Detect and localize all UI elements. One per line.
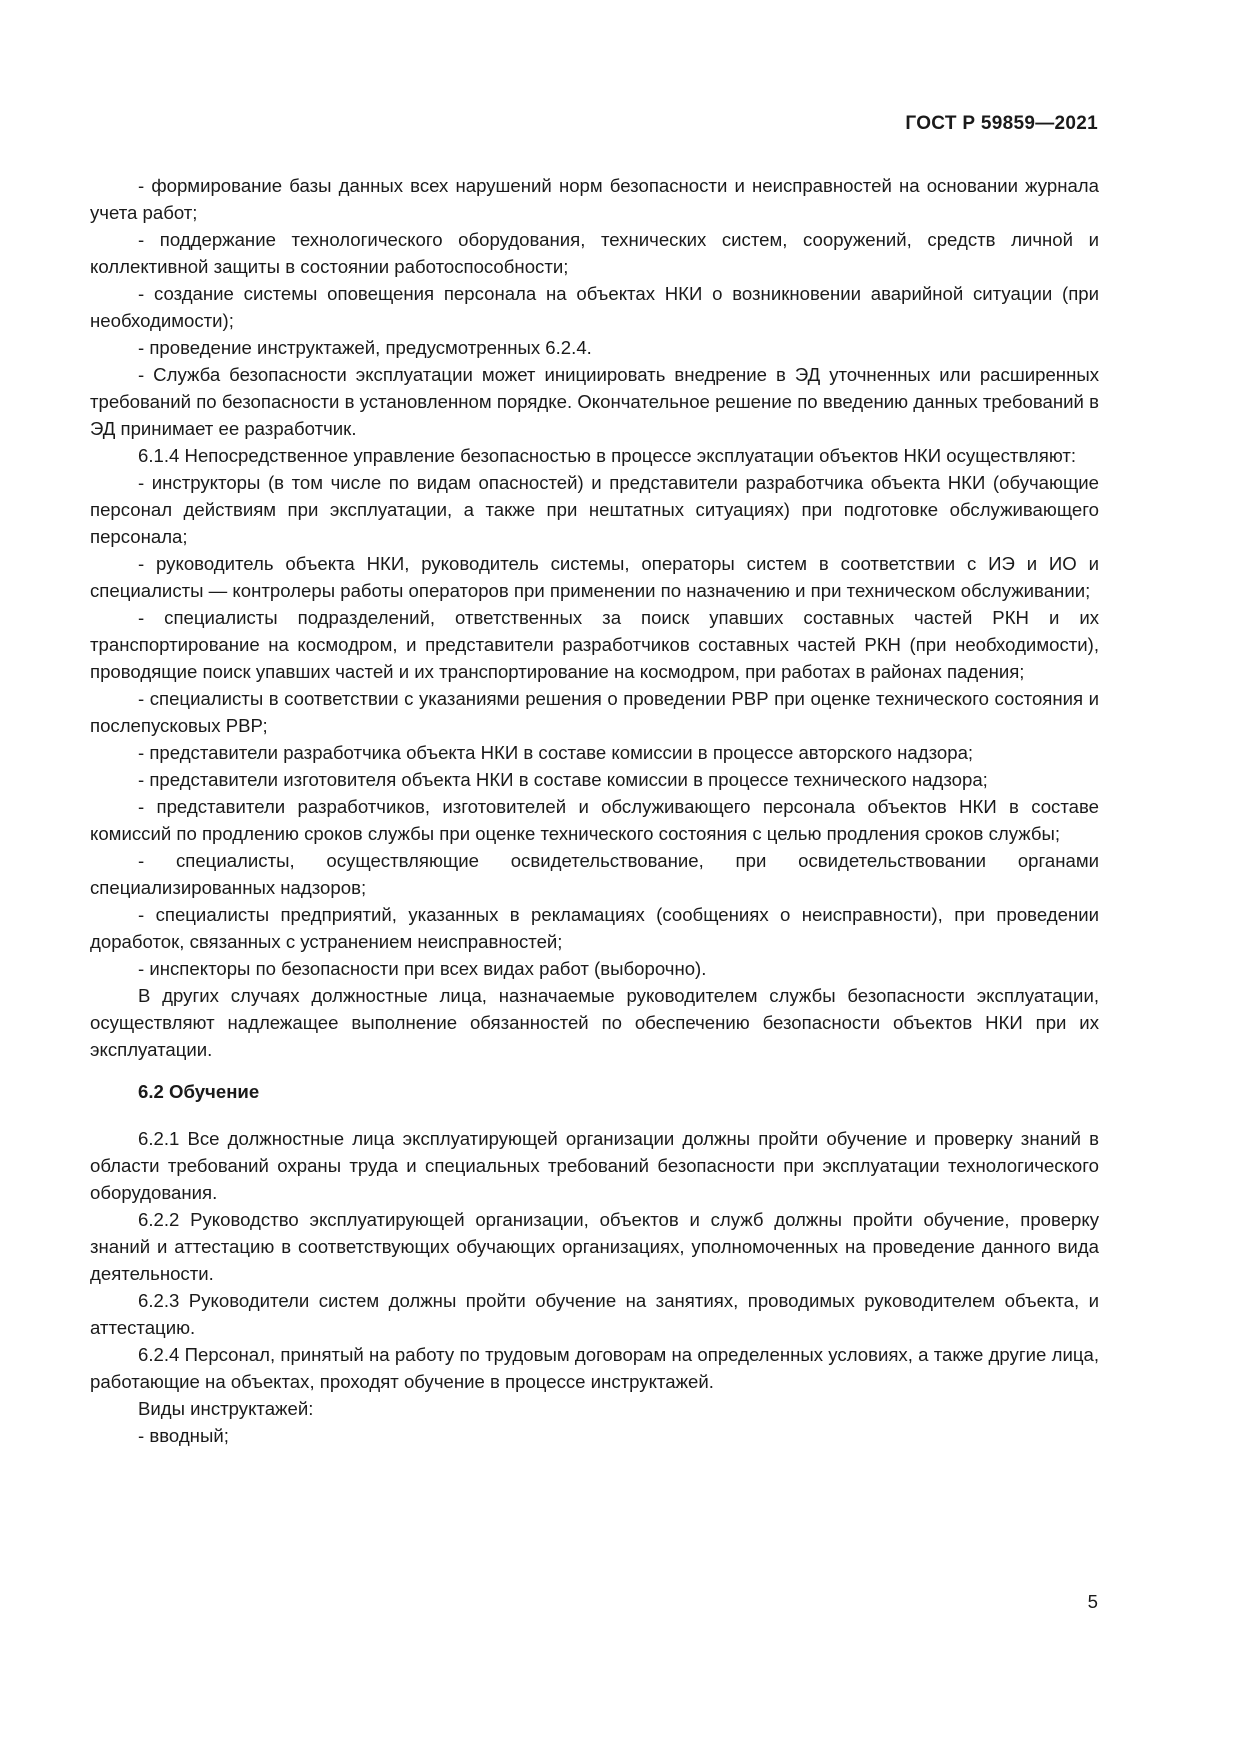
paragraph: 6.2.3 Руководители систем должны пройти обучение на занятиях, проводимых руководителем объекта, и аттестацию.: [90, 1290, 1099, 1338]
paragraph: - поддержание технологического оборудования, технических систем, сооружений, средств личной и коллективной защиты в состоянии работоспособности;: [90, 229, 1099, 277]
paragraph: 6.2.1 Все должностные лица эксплуатирующей организации должны пройти обучение и проверку знаний в области требований охраны труда и специальных требований безопасности при эксплуатации технологического оборудования.: [90, 1128, 1099, 1203]
paragraph: 6.2.2 Руководство эксплуатирующей организации, объектов и служб должны пройти обучение, проверку знаний и аттестацию в соответствующих обучающих организациях, уполномоченных на проведение данного вида деятельности.: [90, 1209, 1099, 1284]
paragraph: - создание системы оповещения персонала на объектах НКИ о возникновении аварийной ситуации (при необходимости);: [90, 283, 1099, 331]
paragraph: - представители разработчиков, изготовителей и обслуживающего персонала объектов НКИ в составе комиссий по продлению сроков службы при оценке технического состояния с целью продления сроков службы;: [90, 796, 1099, 844]
paragraph: - специалисты, осуществляющие освидетельствование, при освидетельствовании органами специализированных надзоров;: [90, 850, 1099, 898]
paragraph: В других случаях должностные лица, назначаемые руководителем службы безопасности эксплуатации, осуществляют надлежащее выполнение обязанностей по обеспечению безопасности объектов НКИ при их эксплуатации.: [90, 985, 1099, 1060]
paragraph: - инструкторы (в том числе по видам опасностей) и представители разработчика объекта НКИ (обучающие персонал действиям при эксплуатации, а также при нештатных ситуациях) при подготовке обслуживающего персонала;: [90, 472, 1099, 547]
paragraph: - представители изготовителя объекта НКИ в составе комиссии в процессе технического надзора;: [138, 769, 988, 790]
paragraph: - Служба безопасности эксплуатации может инициировать внедрение в ЭД уточненных или расширенных требований по безопасности в установленном порядке. Окончательное решение по введению данных требований в ЭД принимает ее разработчик.: [90, 364, 1099, 439]
paragraph: 6.2.4 Персонал, принятый на работу по трудовым договорам на определенных условиях, а также другие лица, работающие на объектах, проходят обучение в процессе инструктажей.: [90, 1344, 1099, 1392]
page-number: 5: [1087, 1591, 1098, 1612]
document-header: ГОСТ Р 59859—2021: [905, 113, 1098, 134]
paragraph: 6.1.4 Непосредственное управление безопасностью в процессе эксплуатации объектов НКИ осуществляют:: [138, 445, 1077, 466]
paragraph: - проведение инструктажей, предусмотренных 6.2.4.: [138, 337, 592, 358]
paragraph: - руководитель объекта НКИ, руководитель системы, операторы систем в соответствии с ИЭ и ИО и специалисты — контролеры работы операторов при применении по назначению и при техническом обслуживании;: [90, 553, 1099, 601]
document-body: [90, 172, 1099, 1449]
paragraph: - специалисты подразделений, ответственных за поиск упавших составных частей РКН и их транспортирование на космодром, и представители разработчиков составных частей РКН (при необходимости), проводящие поиск упавших частей и их транспортирование на космодром, при работах в районах падения;: [90, 607, 1099, 682]
section-heading: 6.2 Обучение: [138, 1081, 260, 1102]
paragraph: - вводный;: [138, 1425, 229, 1446]
paragraph: - представители разработчика объекта НКИ в составе комиссии в процессе авторского надзора;: [138, 742, 974, 763]
paragraph: - специалисты предприятий, указанных в рекламациях (сообщениях о неисправности), при проведении доработок, связанных с устранением неисправностей;: [90, 904, 1099, 952]
paragraph: - специалисты в соответствии с указаниями решения о проведении РВР при оценке технического состояния и послепусковых РВР;: [90, 688, 1099, 736]
paragraph: - инспекторы по безопасности при всех видах работ (выборочно).: [138, 958, 707, 979]
paragraph: - формирование базы данных всех нарушений норм безопасности и неисправностей на основании журнала учета работ;: [90, 175, 1099, 223]
paragraph: Виды инструктажей:: [138, 1398, 314, 1419]
